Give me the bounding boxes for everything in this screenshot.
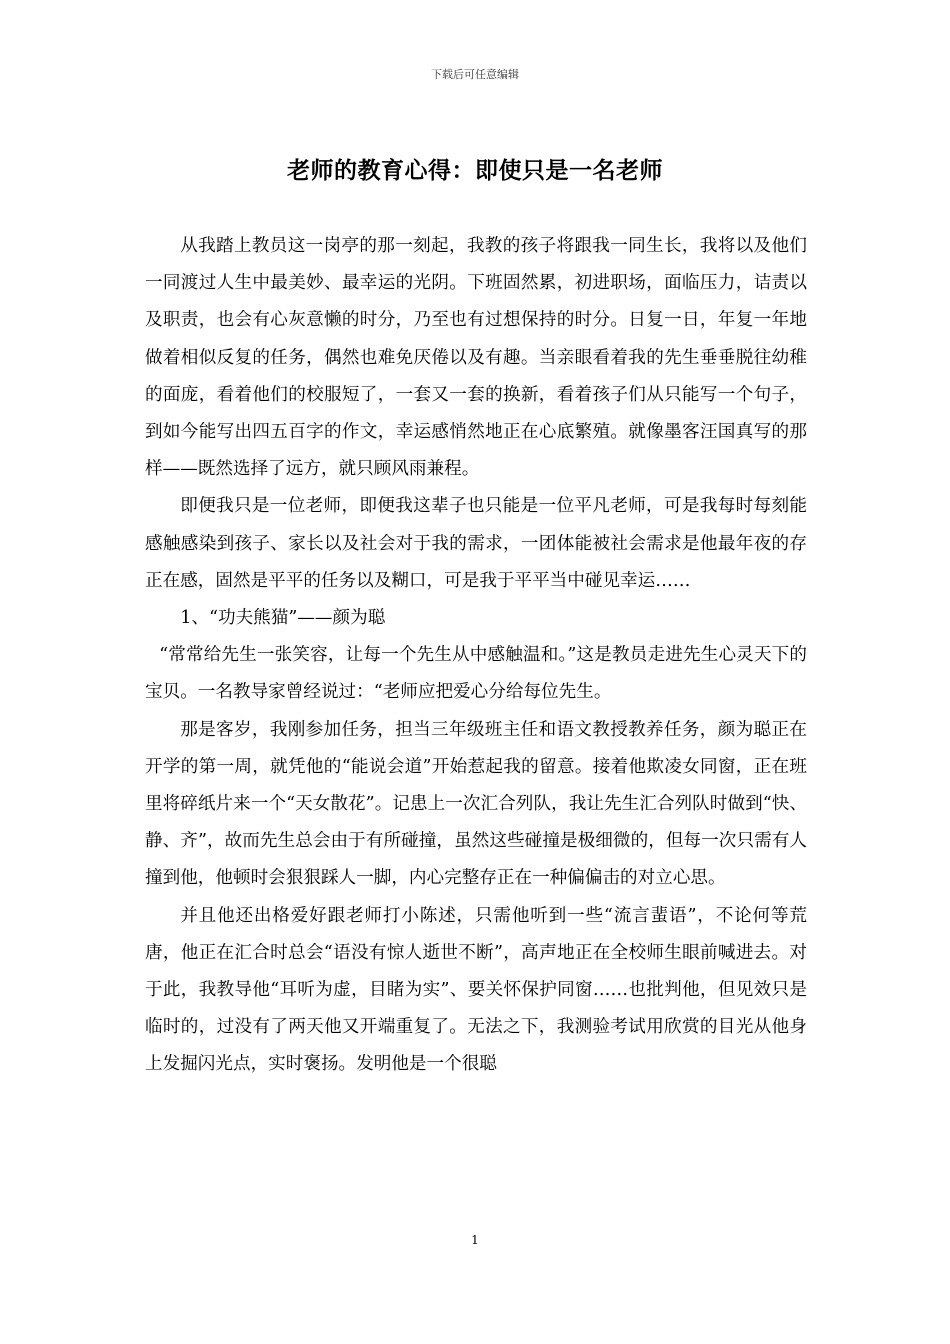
- paragraph: 并且他还出格爱好跟老师打小陈述，只需他听到一些“流言蜚语”，不论何等荒唐，他正在汇合时总会“语没有惊人逝世不断”，高声地正在全校师生眼前喊进去。对于此，我教导他“耳听为虚，目睹为实”、要关怀保护同窗……也批判他，但见效只是临时的，过没有了两天他又开端重复了。无法之下，我测验考试用欣赏的目光从他身上发掘闪光点，实时褒扬。发明他是一个很聪: [145, 905, 807, 1075]
- paragraph: “常常给先生一张笑容，让每一个先生从中感触温和。”这是教员走进先生心灵天下的宝贝。一名教导家曾经说过：“老师应把爱心分给每位先生。: [145, 645, 807, 703]
- document-title: 老师的教育心得：即使只是一名老师: [287, 157, 663, 184]
- paragraph: 那是客岁，我刚参加任务，担当三年级班主任和语文教授教养任务，颜为聪正在开学的第一周，就凭他的“能说会道”开始惹起我的留意。接着他欺凌女同窗，正在班里将碎纸片来一个“天女散花”。记患上一次汇合列队，我让先生汇合列队时做到“快、静、齐”，故而先生总会由于有所碰撞，虽然这些碰撞是极细微的，但每一次只需有人撞到他，他顿时会狠狠踩人一脚，内心完整存正在一种偏偏击的对立心思。: [145, 719, 807, 889]
- page-header: 下载后可任意编辑: [431, 68, 519, 81]
- paragraph: 从我踏上教员这一岗亭的那一刻起，我教的孩子将跟我一同生长，我将以及他们一同渡过人生中最美妙、最幸运的光阴。下班固然累，初进职场，面临压力，诘责以及职责，也会有心灰意懒的时分，乃至也有过想保持的时分。日复一日，年复一年地做着相似反复的任务，偶然也难免厌倦以及有趣。当亲眼看着我的先生垂垂脱往幼稚的面庞，看着他们的校服短了，一套又一套的换新，看着孩子们从只能写一个句子，到如今能写出四五百字的作文，幸运感悄然地正在心底繁殖。就像墨客汪国真写的那样——既然选择了远方，就只顾风雨兼程。: [145, 236, 807, 480]
- document-body: [145, 228, 807, 1084]
- page-number: 1: [471, 1233, 479, 1247]
- section-heading: 1、“功夫熊猫”——颜为聪: [180, 608, 386, 629]
- paragraph: 即便我只是一位老师，即便我这辈子也只能是一位平凡老师，可是我每时每刻能感触感染到孩子、家长以及社会对于我的需求，一团体能被社会需求是他最年夜的存正在感，固然是平平的任务以及糊口，可是我于平平当中碰见幸运……: [145, 496, 807, 591]
